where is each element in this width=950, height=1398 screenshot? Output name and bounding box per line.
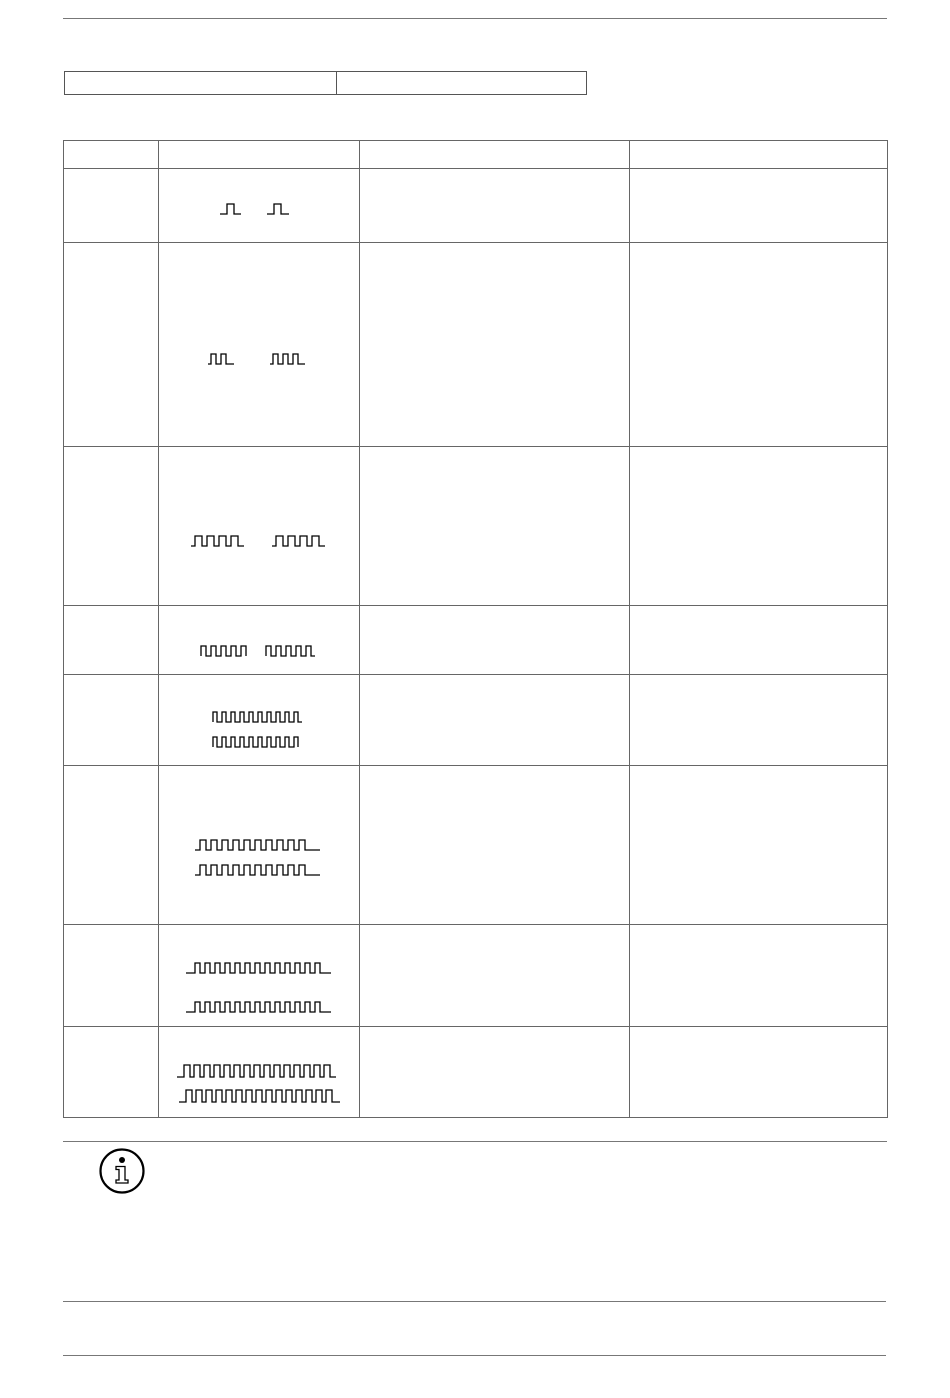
info-table-right — [336, 72, 586, 94]
table-header-row — [64, 141, 888, 169]
footer-rule-bottom — [63, 1355, 886, 1356]
table-row — [64, 925, 888, 1027]
pulse-pattern-3 — [190, 534, 328, 548]
row-remark — [630, 447, 888, 606]
signal-cell — [159, 447, 360, 606]
row-remark — [630, 675, 888, 766]
header-rule — [63, 18, 887, 19]
signal-cell — [159, 766, 360, 925]
table-row — [64, 243, 888, 447]
signal-table — [63, 140, 888, 1118]
note-rule — [63, 1141, 887, 1142]
row-description — [360, 243, 630, 447]
row-description — [360, 675, 630, 766]
pulse-pattern-6 — [193, 838, 325, 878]
row-name — [64, 169, 159, 243]
row-description — [360, 447, 630, 606]
pulse-pattern-7 — [184, 961, 334, 1017]
table-row — [64, 675, 888, 766]
row-description — [360, 1027, 630, 1118]
table-row — [64, 169, 888, 243]
header-cell — [630, 141, 888, 169]
footer-rule-top — [63, 1301, 886, 1302]
signal-cell — [159, 169, 360, 243]
info-table — [64, 71, 587, 95]
table-row — [64, 447, 888, 606]
row-remark — [630, 169, 888, 243]
signal-cell — [159, 1027, 360, 1118]
info-icon — [98, 1147, 146, 1195]
header-cell — [64, 141, 159, 169]
row-remark — [630, 925, 888, 1027]
row-description — [360, 169, 630, 243]
row-remark — [630, 243, 888, 447]
row-remark — [630, 1027, 888, 1118]
pulse-pattern-4 — [200, 644, 318, 658]
row-name — [64, 606, 159, 675]
row-name — [64, 925, 159, 1027]
info-table-left — [65, 72, 336, 94]
row-name — [64, 447, 159, 606]
row-description — [360, 606, 630, 675]
table-row — [64, 1027, 888, 1118]
signal-cell — [159, 925, 360, 1027]
pulse-pattern-2 — [207, 352, 311, 366]
header-cell — [159, 141, 360, 169]
table-row — [64, 606, 888, 675]
signal-cell — [159, 606, 360, 675]
row-name — [64, 766, 159, 925]
row-remark — [630, 606, 888, 675]
header-cell — [360, 141, 630, 169]
pulse-pattern-1 — [219, 202, 299, 216]
pulse-pattern-8 — [176, 1063, 342, 1105]
signal-cell — [159, 675, 360, 766]
row-name — [64, 1027, 159, 1118]
row-name — [64, 675, 159, 766]
signal-cell — [159, 243, 360, 447]
row-remark — [630, 766, 888, 925]
row-name — [64, 243, 159, 447]
pulse-pattern-5 — [211, 710, 307, 750]
row-description — [360, 766, 630, 925]
table-row — [64, 766, 888, 925]
row-description — [360, 925, 630, 1027]
